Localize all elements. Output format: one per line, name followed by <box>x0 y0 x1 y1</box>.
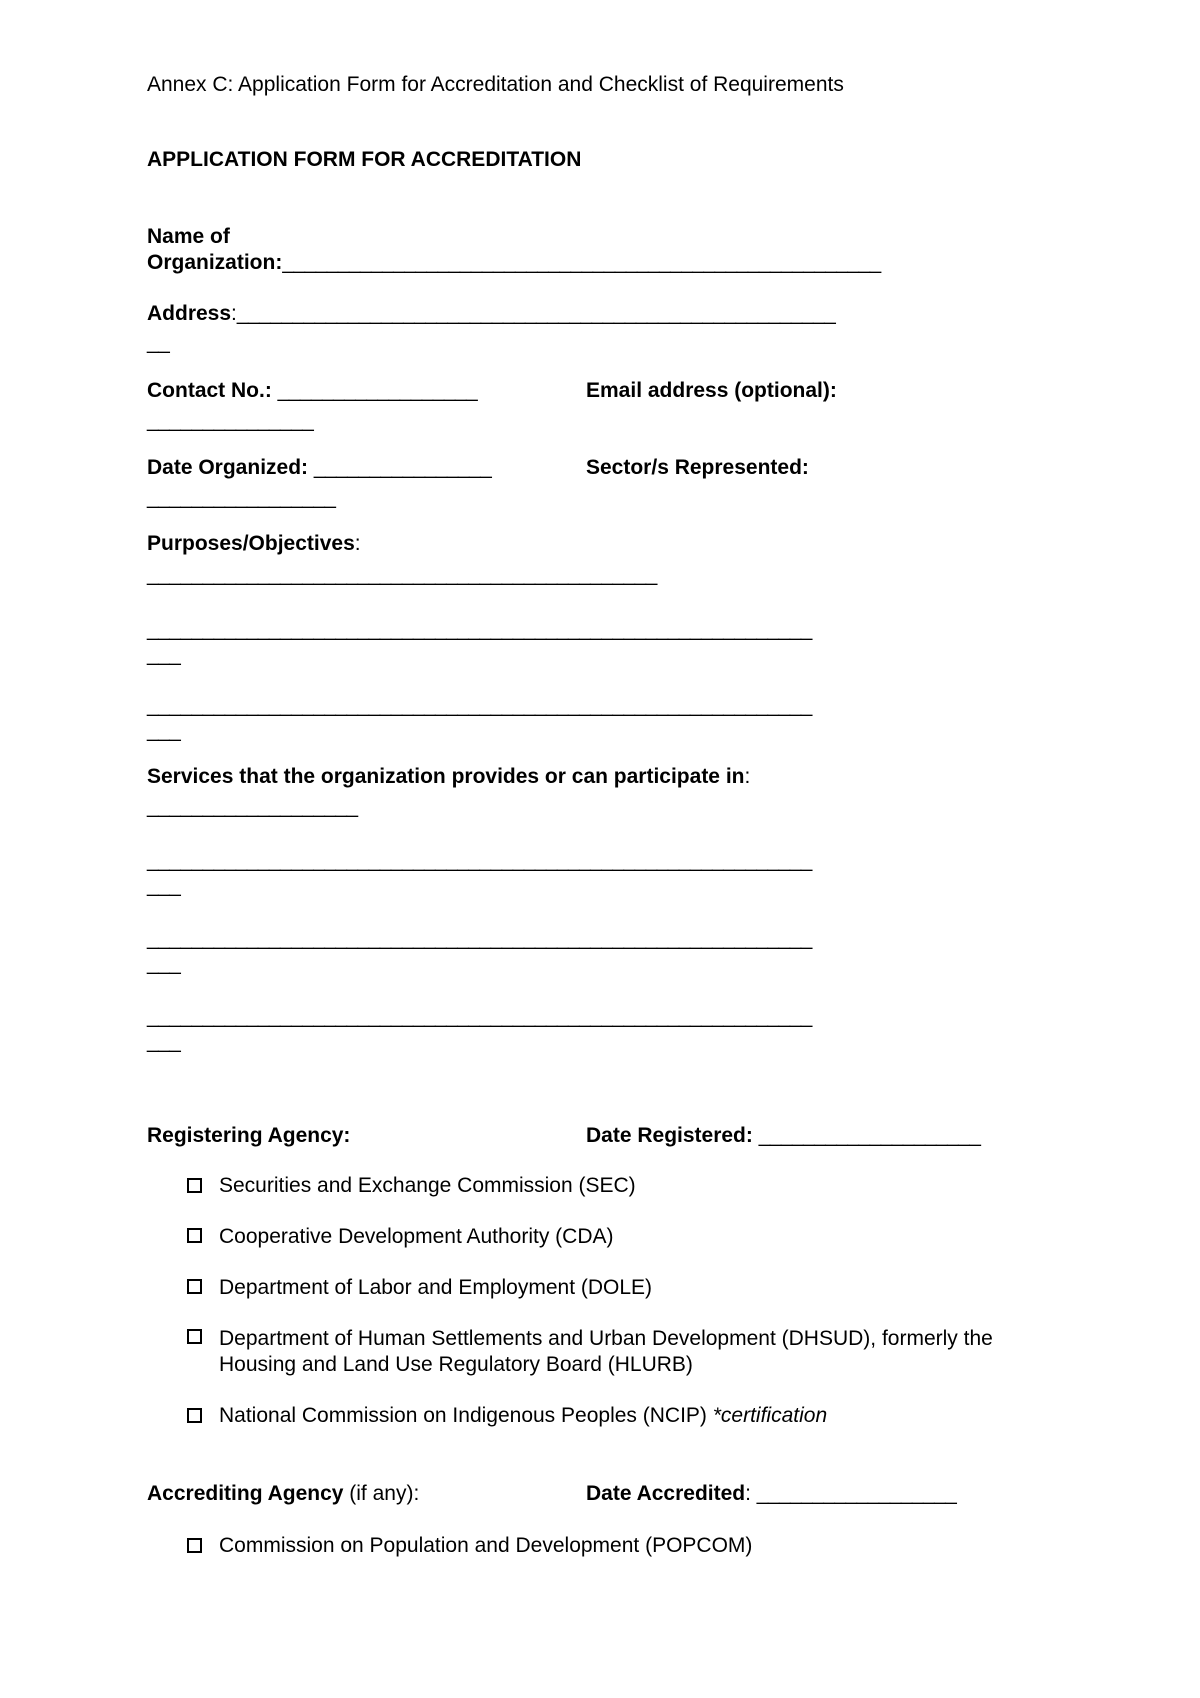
purposes-label: Purposes/Objectives <box>147 532 355 555</box>
cda-checkbox[interactable] <box>187 1228 202 1243</box>
services-line-2[interactable]: ____________________________________________________________ <box>147 849 812 872</box>
services-line-4[interactable]: ____________________________________________________________ <box>147 1005 812 1028</box>
date-registered-blank[interactable]: ____________________ <box>758 1124 981 1147</box>
ncip-checkbox[interactable] <box>187 1408 202 1423</box>
email-blank[interactable]: _______________ <box>147 409 314 432</box>
popcom-option-label: Commission on Population and Development (POPCOM) <box>219 1534 753 1557</box>
services-line-4-wrap[interactable]: ___ <box>147 1030 181 1053</box>
name-blank[interactable]: ______________________________________________________ <box>282 251 881 274</box>
accrediting-agency-note: (if any): <box>343 1482 420 1505</box>
services-heading <box>147 764 750 789</box>
services-line-1[interactable]: ___________________ <box>147 795 358 818</box>
services-line-3[interactable]: ____________________________________________________________ <box>147 927 812 950</box>
date-accredited-colon: : <box>745 1482 757 1505</box>
dole-checkbox[interactable] <box>187 1279 202 1294</box>
address-blank-wrap[interactable]: __ <box>147 331 170 354</box>
dhsud-checkbox[interactable] <box>187 1329 202 1344</box>
date-organized-label: Date Organized: <box>147 456 314 479</box>
purposes-line-3[interactable]: ____________________________________________________________ <box>147 694 812 717</box>
date-accredited-field[interactable] <box>586 1481 956 1506</box>
ncip-certification-note: *certification <box>712 1404 828 1427</box>
date-accredited-blank[interactable]: __________________ <box>756 1482 957 1505</box>
name-of-organization-field[interactable] <box>147 250 881 275</box>
services-label: Services that the organization provides or can participate in <box>147 765 745 788</box>
purposes-heading <box>147 531 361 556</box>
date-registered-field[interactable] <box>586 1123 980 1148</box>
dhsud-option-label-line2: Housing and Land Use Regulatory Board (HLURB) <box>219 1353 693 1376</box>
address-label: Address <box>147 302 232 325</box>
sector-blank[interactable]: _________________ <box>147 486 336 509</box>
purposes-colon: : <box>354 532 361 555</box>
form-title: APPLICATION FORM FOR ACCREDITATION <box>147 148 582 171</box>
popcom-checkbox[interactable] <box>187 1538 202 1553</box>
date-registered-label: Date Registered: <box>586 1124 759 1147</box>
cda-option-label: Cooperative Development Authority (CDA) <box>219 1225 614 1248</box>
contact-label: Contact No.: <box>147 379 278 402</box>
name-label-line1: Name of <box>147 225 230 248</box>
contact-field[interactable] <box>147 378 477 403</box>
address-colon: : <box>231 302 237 325</box>
accrediting-agency-heading <box>147 1481 419 1506</box>
sec-checkbox[interactable] <box>187 1178 202 1193</box>
date-organized-field[interactable] <box>147 455 491 480</box>
sec-option-label: Securities and Exchange Commission (SEC) <box>219 1174 636 1197</box>
services-line-3-wrap[interactable]: ___ <box>147 952 181 975</box>
dole-option-label: Department of Labor and Employment (DOLE) <box>219 1276 653 1299</box>
name-label-line2: Organization: <box>147 251 283 274</box>
accrediting-agency-label: Accrediting Agency <box>147 1482 344 1505</box>
address-field[interactable] <box>147 301 835 326</box>
ncip-option <box>219 1403 827 1428</box>
sector-label: Sector/s Represented: <box>586 456 809 479</box>
services-colon: : <box>744 765 751 788</box>
email-label: Email address (optional): <box>586 379 837 402</box>
date-organized-blank[interactable]: ________________ <box>313 456 492 479</box>
purposes-line-1[interactable]: ______________________________________________ <box>147 563 657 586</box>
dhsud-option-label: Department of Human Settlements and Urban Development (DHSUD), formerly the <box>219 1327 993 1350</box>
ncip-option-label: National Commission on Indigenous Peoples (NCIP) <box>219 1404 713 1427</box>
purposes-line-2-wrap[interactable]: ___ <box>147 643 181 666</box>
services-line-2-wrap[interactable]: ___ <box>147 874 181 897</box>
address-blank[interactable]: ______________________________________________________ <box>236 302 836 325</box>
annex-header: Annex C: Application Form for Accreditation and Checklist of Requirements <box>147 73 844 96</box>
registering-agency-label: Registering Agency: <box>147 1124 351 1147</box>
purposes-line-2[interactable]: ____________________________________________________________ <box>147 618 812 641</box>
purposes-line-3-wrap[interactable]: ___ <box>147 719 181 742</box>
date-accredited-label: Date Accredited <box>586 1482 746 1505</box>
contact-blank[interactable]: __________________ <box>277 379 478 402</box>
